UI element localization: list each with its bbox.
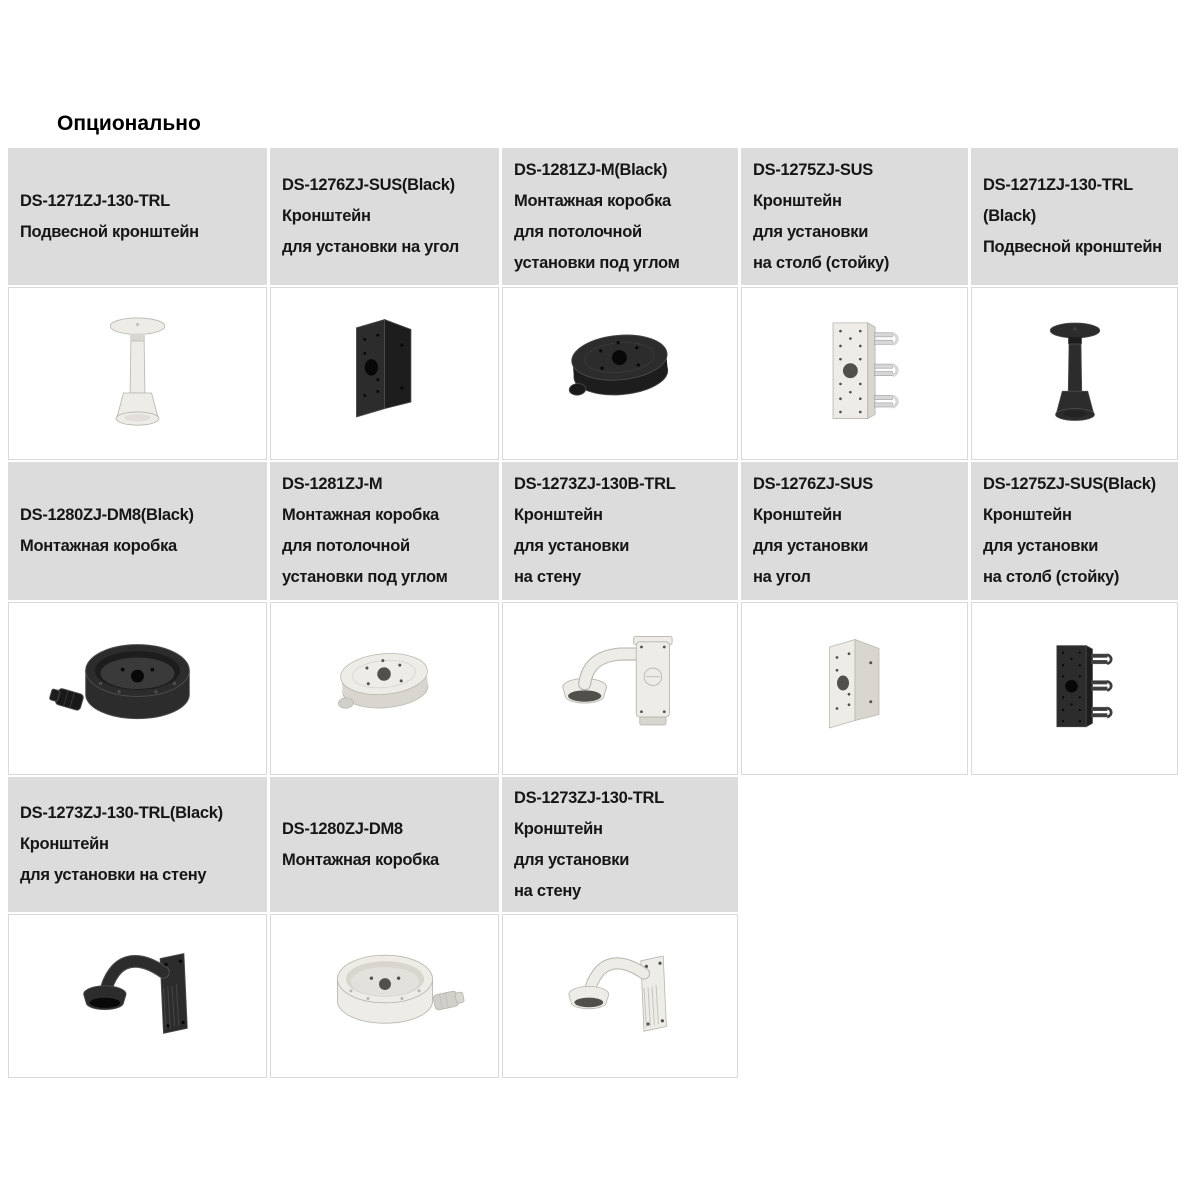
product-model: DS-1273ZJ-130-TRL: [514, 788, 664, 807]
inclined-junction-box-image: [310, 629, 460, 749]
product-image-cell: [502, 914, 738, 1078]
product-image-cell: [8, 287, 267, 460]
product-info-cell: [270, 148, 499, 285]
product-model: DS-1271ZJ-130-TRL: [983, 176, 1133, 194]
product-model: DS-1281ZJ-M: [282, 475, 383, 493]
product-image-cell: [502, 602, 738, 775]
product-model: DS-1281ZJ-M(Black): [514, 160, 668, 179]
junction-box-image: [300, 928, 470, 1064]
product-desc-line: для установки: [514, 537, 630, 555]
product-desc-line: Кронштейн: [514, 819, 603, 838]
product-desc-line: (Black): [983, 207, 1036, 225]
product-desc-line: Монтажная коробка: [282, 506, 439, 524]
product-image-cell: [741, 602, 968, 775]
product-desc-line: на угол: [753, 568, 811, 586]
product-desc-line: Подвесной кронштейн: [983, 238, 1162, 256]
product-image-cell: [8, 602, 267, 775]
product-desc-line: Кронштейн: [753, 506, 842, 524]
product-desc-line: для установки: [983, 537, 1099, 555]
product-desc-line: для установки на стену: [20, 866, 207, 884]
product-info-cell: [270, 462, 499, 600]
product-desc-line: на стену: [514, 881, 581, 900]
product-model: DS-1271ZJ-130-TRL: [20, 191, 170, 210]
product-image-cell: [270, 287, 499, 460]
pole-mount-bracket-image: [772, 308, 937, 440]
product-desc-line: для установки: [514, 850, 630, 869]
product-desc-line: для потолочной: [282, 537, 410, 555]
product-image-cell: [8, 914, 267, 1078]
product-desc-line: для установки: [753, 222, 869, 241]
pendant-bracket-image: [55, 308, 220, 440]
corner-bracket-image: [302, 308, 467, 440]
wall-bracket-image: [53, 928, 223, 1064]
product-info-cell: [971, 148, 1178, 285]
pole-mount-bracket-image: [1005, 633, 1145, 745]
pendant-bracket-image: [1000, 314, 1150, 434]
product-desc-line: Кронштейн: [20, 835, 109, 853]
product-desc-line: для установки: [753, 537, 869, 555]
product-model: DS-1273ZJ-130B-TRL: [514, 475, 676, 493]
product-desc-line: Кронштейн: [983, 506, 1072, 524]
product-image-cell: [270, 914, 499, 1078]
page-title: Опционально: [57, 112, 201, 135]
accessories-table: [8, 148, 1178, 1078]
product-desc-line: Кронштейн: [753, 191, 842, 210]
product-model: DS-1276ZJ-SUS: [753, 475, 873, 493]
wall-bracket-image: [540, 932, 700, 1060]
product-info-cell: [8, 148, 267, 285]
product-model: DS-1280ZJ-DM8(Black): [20, 506, 194, 524]
product-desc-line: Монтажная коробка: [514, 191, 671, 210]
product-info-cell: [270, 777, 499, 912]
product-image-cell: [270, 602, 499, 775]
product-info-cell: [502, 462, 738, 600]
product-desc-line: на столб (стойку): [983, 568, 1120, 586]
product-info-cell: [741, 148, 968, 285]
product-image-cell: [741, 287, 968, 460]
product-info-cell: [971, 462, 1178, 600]
product-image-cell: [971, 287, 1178, 460]
corner-bracket-image: [780, 629, 930, 749]
product-desc-line: Кронштейн: [282, 207, 371, 225]
wall-bracket-with-box-image: [533, 619, 708, 759]
junction-box-image: [45, 615, 230, 763]
inclined-junction-box-image: [538, 308, 703, 440]
product-model: DS-1273ZJ-130-TRL(Black): [20, 804, 223, 822]
product-desc-line: для установки на угол: [282, 238, 459, 256]
product-desc-line: установки под углом: [282, 568, 448, 586]
product-info-cell: [8, 777, 267, 912]
product-info-cell: [502, 777, 738, 912]
product-image-cell: [971, 602, 1178, 775]
product-model: DS-1275ZJ-SUS: [753, 160, 873, 179]
product-model: DS-1275ZJ-SUS(Black): [983, 475, 1156, 493]
product-desc-line: для потолочной: [514, 222, 642, 241]
product-desc-line: Кронштейн: [514, 506, 603, 524]
product-model: DS-1280ZJ-DM8: [282, 819, 403, 838]
product-desc-line: Монтажная коробка: [282, 850, 439, 869]
product-desc-line: Монтажная коробка: [20, 537, 177, 555]
product-desc-line: на стену: [514, 568, 581, 586]
product-model: DS-1276ZJ-SUS(Black): [282, 176, 455, 194]
product-desc-line: Подвесной кронштейн: [20, 222, 199, 241]
product-info-cell: [8, 462, 267, 600]
product-info-cell: [741, 462, 968, 600]
product-image-cell: [502, 287, 738, 460]
product-desc-line: на столб (стойку): [753, 253, 890, 272]
product-desc-line: установки под углом: [514, 253, 680, 272]
product-info-cell: [502, 148, 738, 285]
